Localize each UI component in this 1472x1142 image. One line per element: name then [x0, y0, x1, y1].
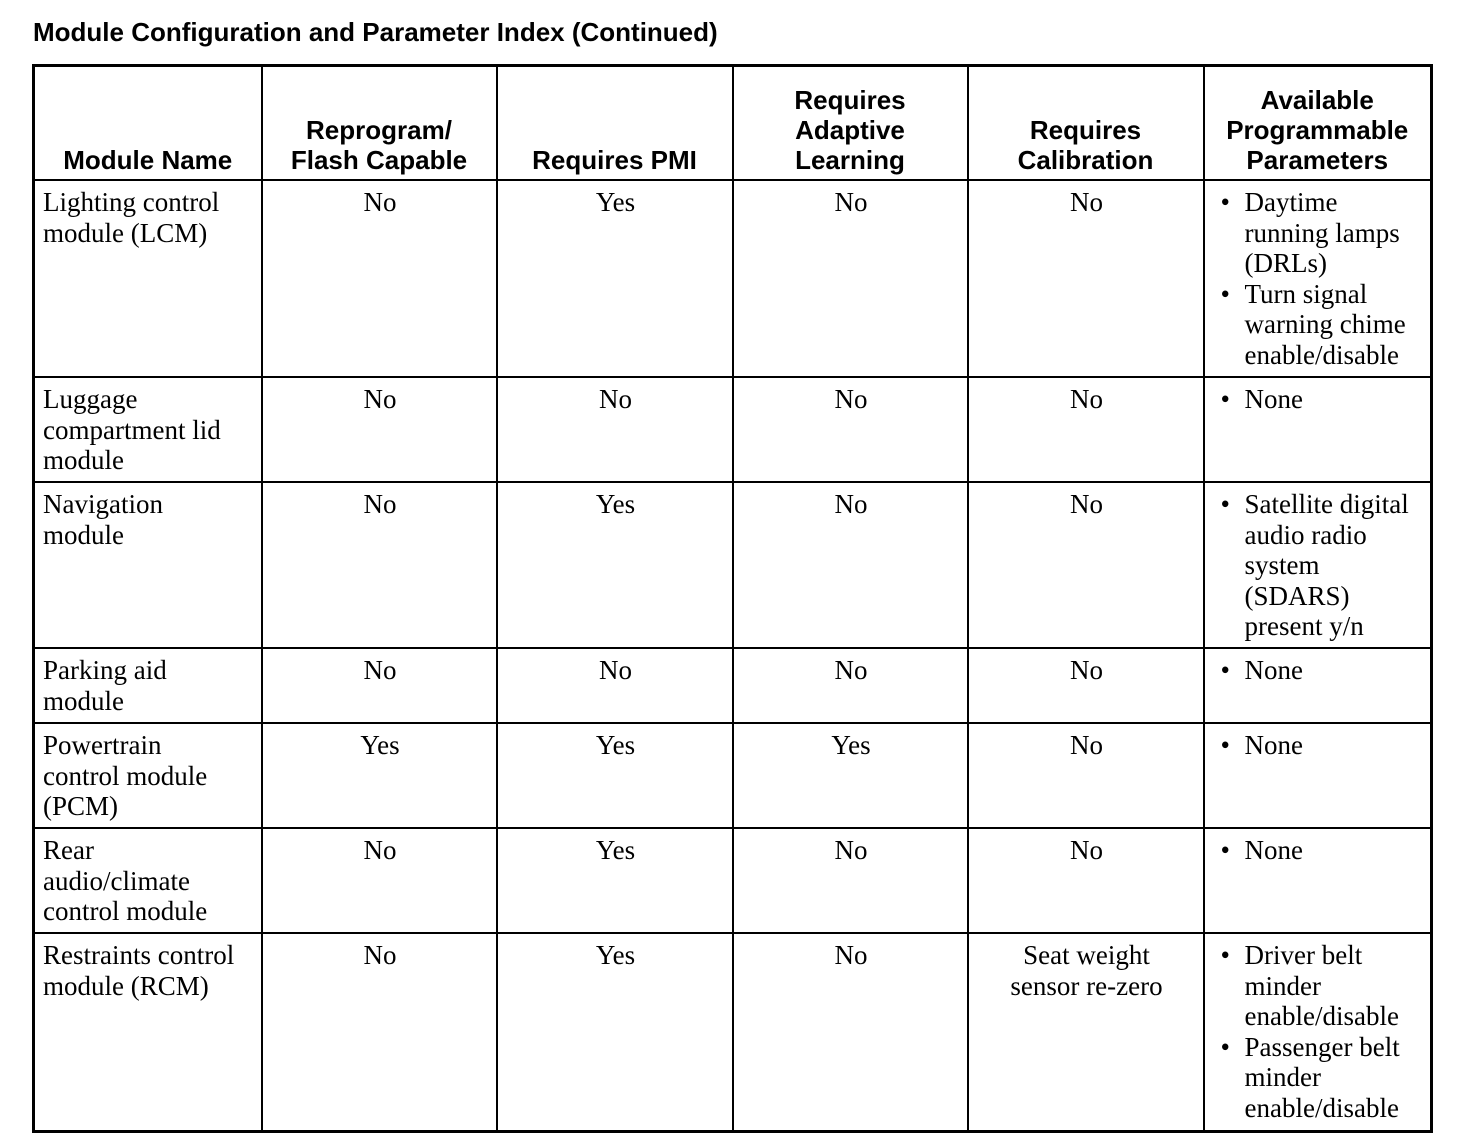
parameter-item: • Turn signal warning chime enable/disable: [1220, 278, 1406, 370]
table-row: [34, 723, 1432, 828]
header-requires-pmi: Requires PMI: [497, 66, 733, 181]
cell-programmable-parameters: [1204, 482, 1432, 648]
header-module-name: Module Name: [34, 66, 262, 181]
parameter-item: • Passenger belt minder enable/disable: [1220, 1031, 1400, 1123]
bullet-icon: •: [1220, 730, 1230, 760]
table-row: [34, 933, 1432, 1131]
cell-requires-calibration: No: [968, 648, 1204, 723]
table-row: [34, 482, 1432, 648]
cell-programmable-parameters: [1204, 723, 1432, 828]
parameter-item: • Daytime running lamps (DRLs): [1220, 187, 1400, 278]
cell-programmable-parameters: [1204, 933, 1432, 1131]
cell-requires-pmi: Yes: [497, 933, 733, 1131]
cell-flash-capable: No: [262, 377, 497, 482]
cell-adaptive-learning: No: [733, 482, 968, 648]
cell-flash-capable: No: [262, 482, 497, 648]
cell-module-name: Powertrain control module (PCM): [34, 723, 262, 828]
cell-requires-calibration: No: [968, 482, 1204, 648]
cell-adaptive-learning: No: [733, 933, 968, 1131]
cell-module-name: Parking aid module: [34, 648, 262, 723]
parameter-list: [1213, 940, 1425, 1123]
bullet-icon: •: [1220, 187, 1230, 217]
cell-requires-pmi: Yes: [497, 828, 733, 933]
cell-adaptive-learning: No: [733, 180, 968, 377]
parameter-item: • None: [1220, 730, 1303, 760]
cell-module-name: Restraints control module (RCM): [34, 933, 262, 1131]
cell-module-name: Navigation module: [34, 482, 262, 648]
bullet-icon: •: [1220, 384, 1230, 414]
cell-programmable-parameters: [1204, 377, 1432, 482]
parameter-item: • Driver belt minder enable/disable: [1220, 940, 1399, 1031]
cell-adaptive-learning: No: [733, 648, 968, 723]
cell-programmable-parameters: [1204, 648, 1432, 723]
cell-requires-calibration: No: [968, 180, 1204, 377]
header-programmable-parameters: Available Programmable Parameters: [1204, 66, 1432, 181]
parameter-item: • None: [1220, 384, 1303, 414]
parameter-list: [1213, 655, 1425, 686]
table-header-row: [34, 66, 1432, 181]
header-adaptive-learning: Requires Adaptive Learning: [733, 66, 968, 181]
parameter-list: [1213, 187, 1425, 370]
cell-adaptive-learning: No: [733, 828, 968, 933]
cell-requires-calibration: No: [968, 828, 1204, 933]
bullet-icon: •: [1220, 278, 1230, 309]
module-parameter-table: [32, 64, 1433, 1133]
bullet-icon: •: [1220, 655, 1230, 685]
parameter-list: [1213, 384, 1425, 415]
parameter-item: • None: [1220, 835, 1303, 865]
cell-flash-capable: No: [262, 648, 497, 723]
cell-flash-capable: No: [262, 180, 497, 377]
cell-module-name: Lighting control module (LCM): [34, 180, 262, 377]
cell-programmable-parameters: [1204, 828, 1432, 933]
parameter-list: [1213, 730, 1425, 761]
cell-flash-capable: No: [262, 828, 497, 933]
parameter-list: [1213, 489, 1425, 642]
table-row: [34, 828, 1432, 933]
table-row: [34, 377, 1432, 482]
cell-requires-pmi: No: [497, 648, 733, 723]
cell-requires-pmi: Yes: [497, 180, 733, 377]
cell-programmable-parameters: [1204, 180, 1432, 377]
parameter-list: [1213, 835, 1425, 866]
parameter-item: • None: [1220, 655, 1303, 685]
header-requires-calibration: Requires Calibration: [968, 66, 1204, 181]
cell-adaptive-learning: Yes: [733, 723, 968, 828]
cell-flash-capable: Yes: [262, 723, 497, 828]
cell-adaptive-learning: No: [733, 377, 968, 482]
cell-requires-calibration: Seat weight sensor re-zero: [968, 933, 1204, 1131]
cell-flash-capable: No: [262, 933, 497, 1131]
table-row: [34, 180, 1432, 377]
cell-requires-pmi: No: [497, 377, 733, 482]
bullet-icon: •: [1220, 940, 1230, 970]
cell-requires-calibration: No: [968, 723, 1204, 828]
bullet-icon: •: [1220, 1031, 1230, 1062]
cell-requires-pmi: Yes: [497, 482, 733, 648]
bullet-icon: •: [1220, 835, 1230, 865]
table-row: [34, 648, 1432, 723]
cell-module-name: Rear audio/climate control module: [34, 828, 262, 933]
page-title: Module Configuration and Parameter Index (Continued): [33, 17, 718, 47]
cell-module-name: Luggage compartment lid module: [34, 377, 262, 482]
cell-requires-calibration: No: [968, 377, 1204, 482]
parameter-item: • Satellite digital audio radio system (SDARS) present y/n: [1220, 489, 1409, 641]
bullet-icon: •: [1220, 489, 1230, 519]
cell-requires-pmi: Yes: [497, 723, 733, 828]
header-flash-capable: Reprogram/ Flash Capable: [262, 66, 497, 181]
